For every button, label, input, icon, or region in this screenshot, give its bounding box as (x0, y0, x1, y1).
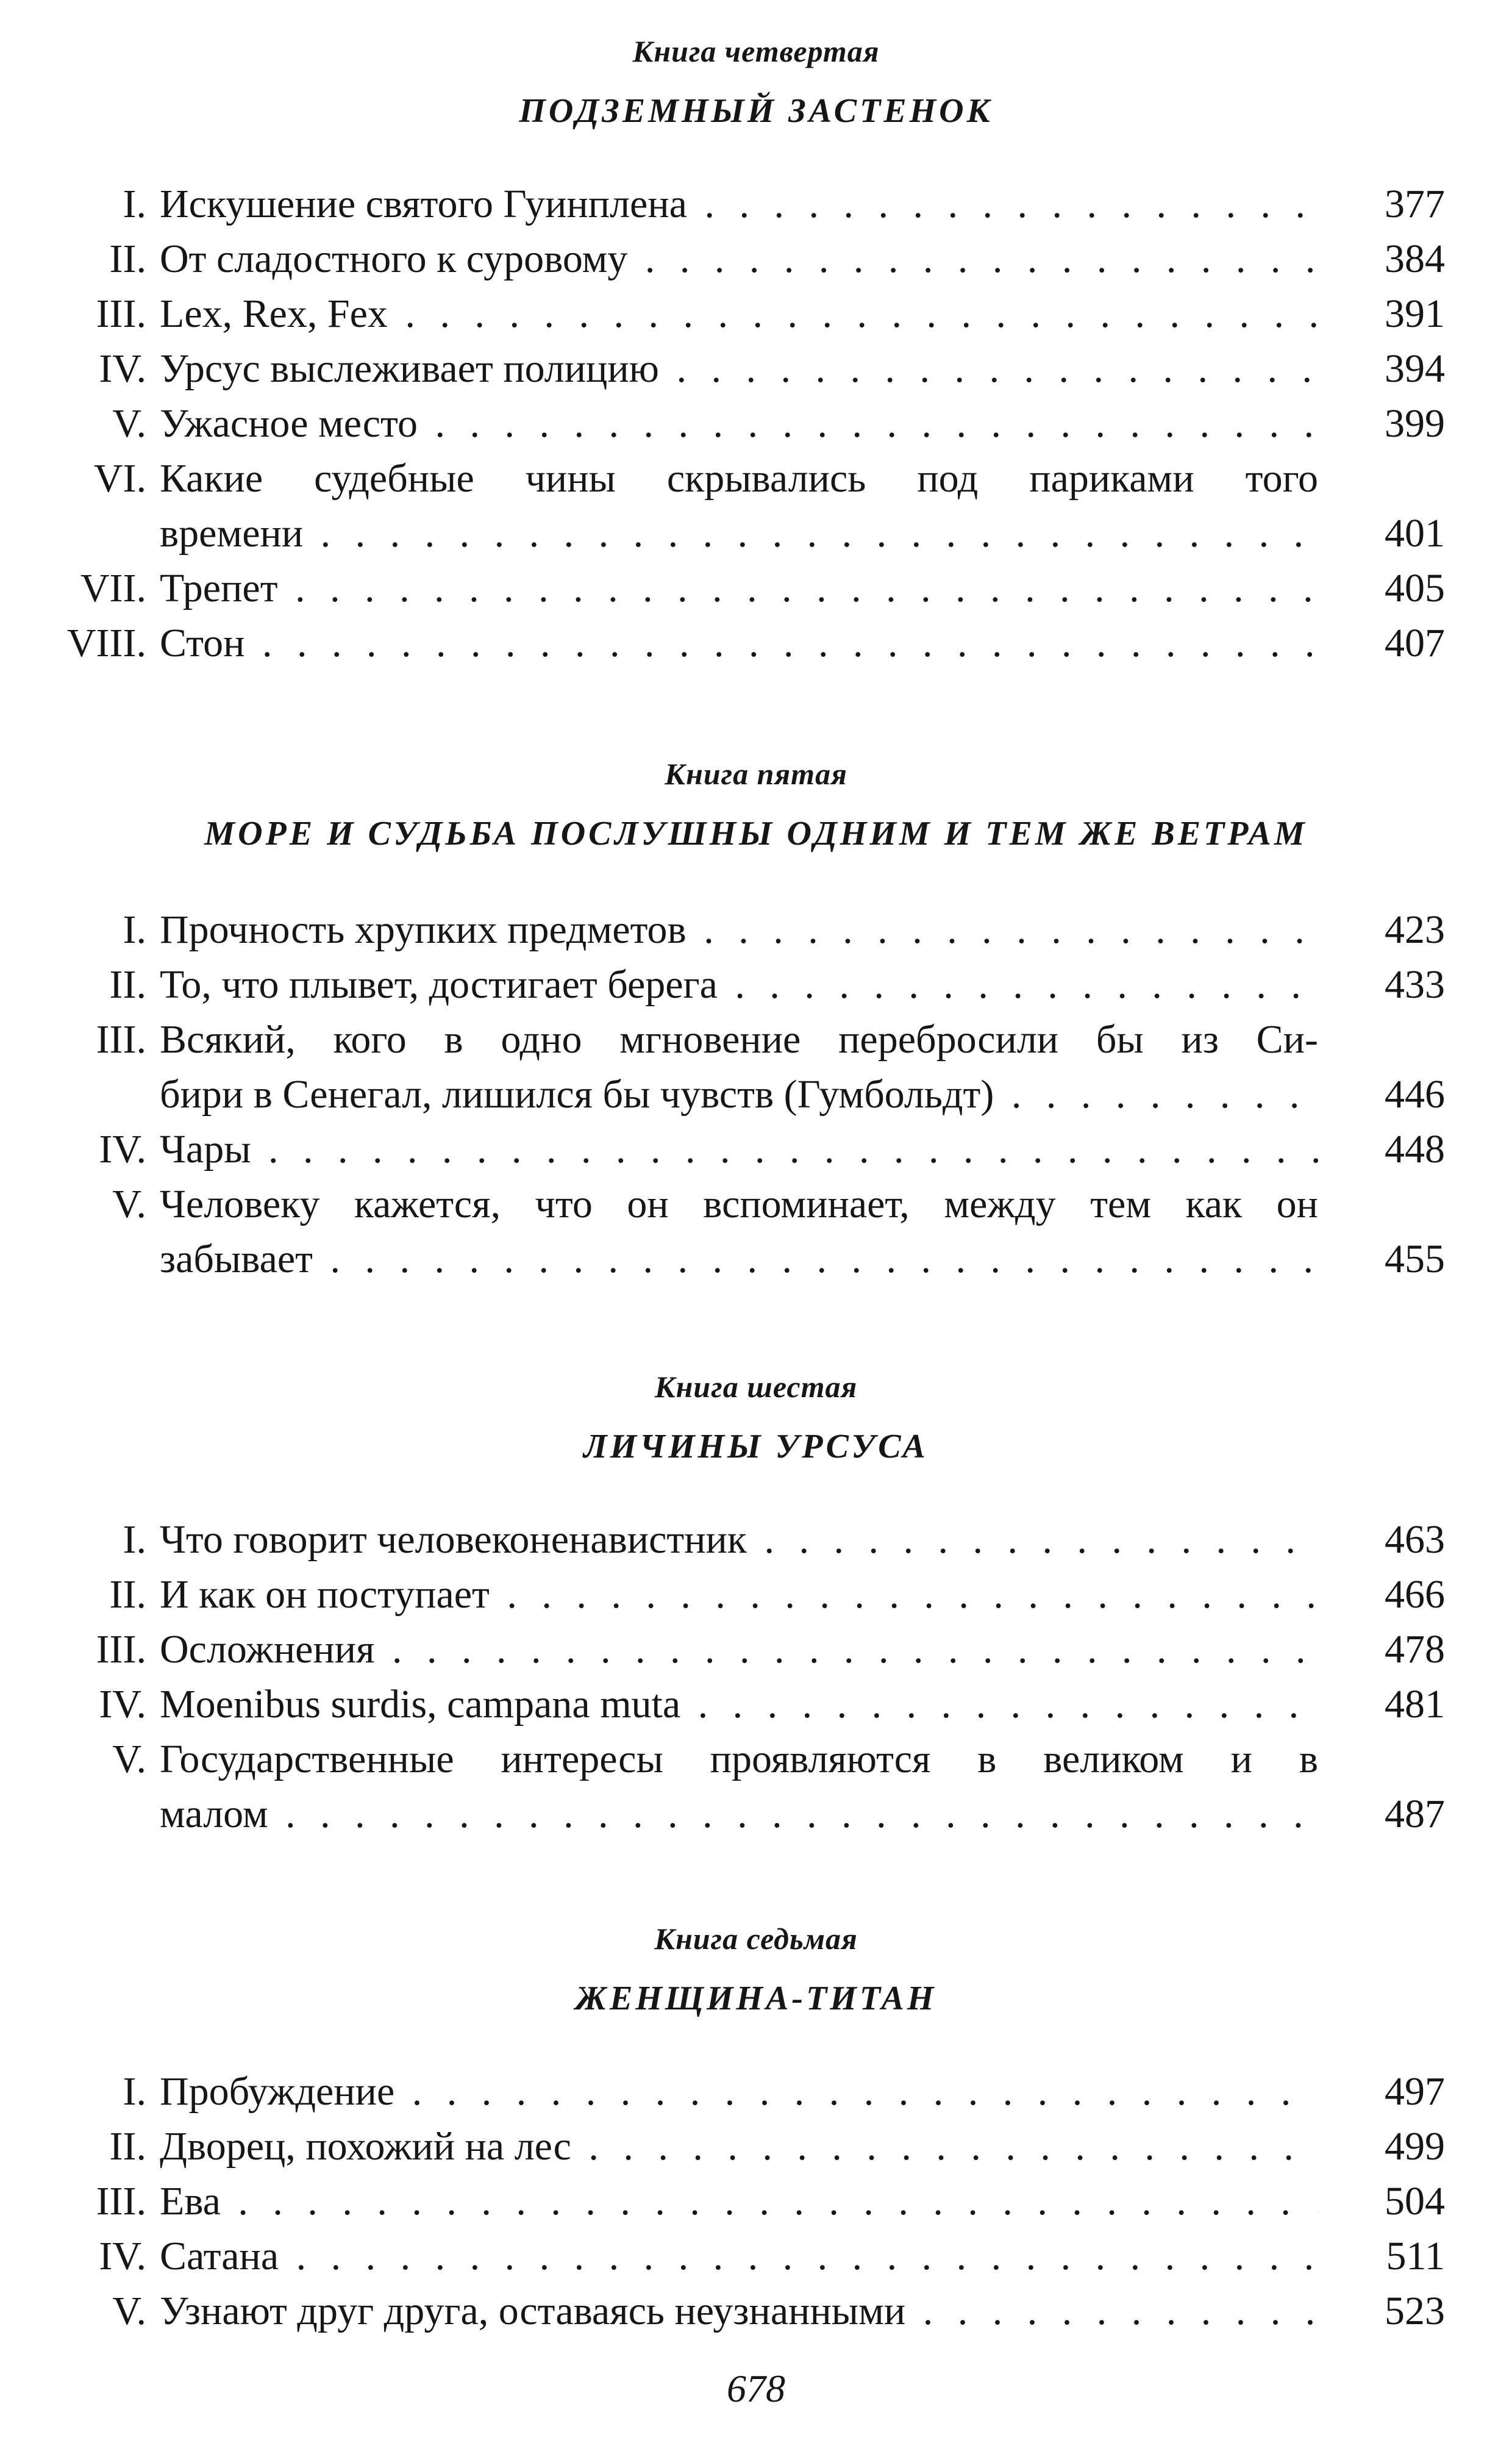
part-title: ПОДЗЕМНЫЙ ЗАСТЕНОК (519, 92, 993, 130)
chapter-title (160, 1512, 1318, 1567)
page-ref: 504 (1385, 2179, 1445, 2224)
book-label: Книга седьмая (654, 1922, 858, 1956)
toc-entry (0, 903, 1512, 957)
chapter-title-line: От сладостного к суровому . . . (160, 232, 1318, 287)
toc-entry (0, 342, 1512, 396)
page-ref: 384 (1385, 237, 1445, 281)
chapter-number: II. (109, 962, 146, 1007)
chapter-number: I. (123, 2069, 146, 2114)
toc-entry (0, 2229, 1512, 2284)
page-ref: 446 (1385, 1072, 1445, 1117)
chapter-number: I. (123, 1517, 146, 1562)
chapter-number: IV. (99, 1127, 146, 1172)
page-ref: 407 (1385, 621, 1445, 665)
part-title: ЛИЧИНЫ УРСУСА (583, 1428, 929, 1465)
chapter-title (160, 1622, 1318, 1677)
chapter-title-line: Искушение святого Гуинплена . . . (160, 177, 1318, 232)
toc-entry (0, 2284, 1512, 2339)
toc-entry (0, 2174, 1512, 2229)
page-ref: 499 (1385, 2124, 1445, 2169)
toc-entry (0, 561, 1512, 616)
page-ref: 394 (1385, 346, 1445, 391)
chapter-title-line: Человеку кажется, что он вспоминает, между тем как он (160, 1182, 1318, 1226)
toc-entry (0, 616, 1512, 671)
page-ref: 523 (1385, 2289, 1445, 2333)
chapter-number: V. (112, 2289, 146, 2333)
page-ref: 478 (1385, 1627, 1445, 1672)
toc-entry (0, 1622, 1512, 1677)
page-ref: 399 (1385, 401, 1445, 446)
toc-entry (0, 1122, 1512, 1177)
chapter-title (160, 2119, 1318, 2174)
chapter-number: II. (109, 1572, 146, 1617)
chapter-title-line: Какие судебные чины скрывались под париками того (160, 456, 1318, 501)
chapter-title-line: Урсус выслеживает полицию . . . (160, 342, 1318, 396)
toc-entry (0, 2119, 1512, 2174)
chapter-number: I. (123, 907, 146, 952)
page-ref: 455 (1385, 1237, 1445, 1281)
chapter-title (160, 561, 1318, 616)
chapter-title-line: Lex, Rex, Fex . . . (160, 287, 1318, 342)
chapter-title-line: Ева . . . (160, 2174, 1318, 2229)
chapter-title-line: Прочность хрупких предметов . . . (160, 903, 1318, 957)
chapter-title-line: Трепет . . . (160, 561, 1318, 616)
toc-entry (0, 1677, 1512, 1732)
chapter-number: V. (112, 1182, 146, 1226)
chapter-title (160, 177, 1318, 232)
toc-entry (0, 1567, 1512, 1622)
toc-entry (0, 177, 1512, 232)
chapter-title (160, 2174, 1318, 2229)
chapter-title-line: малом . . . (160, 1787, 1318, 1842)
toc-entry (0, 1012, 1512, 1122)
chapter-number: III. (96, 1627, 146, 1672)
chapter-title (160, 903, 1318, 957)
chapter-number: I. (123, 182, 146, 226)
chapter-title-line: Дворец, похожий на лес . . . (160, 2119, 1318, 2174)
chapter-title (160, 1567, 1318, 1622)
toc-entry (0, 451, 1512, 561)
toc-entry (0, 957, 1512, 1012)
chapter-title-line: То, что плывет, достигает берега . . . (160, 957, 1318, 1012)
chapter-title (160, 1012, 1318, 1122)
chapter-title (160, 957, 1318, 1012)
chapter-title (160, 1177, 1318, 1287)
chapter-title-line: И как он поступает . . . (160, 1567, 1318, 1622)
book-label: Книга четвертая (632, 34, 880, 68)
chapter-title (160, 2064, 1318, 2119)
chapter-number: IV. (99, 346, 146, 391)
chapter-number: IV. (99, 2234, 146, 2278)
chapter-number: VII. (80, 566, 146, 610)
chapter-number: V. (112, 401, 146, 446)
page-ref: 511 (1386, 2234, 1445, 2278)
toc-entry (0, 1177, 1512, 1287)
chapter-title (160, 287, 1318, 342)
chapter-title (160, 451, 1318, 561)
chapter-title (160, 1122, 1318, 1177)
book-label: Книга пятая (665, 757, 847, 791)
chapter-title-line: Пробуждение . . . (160, 2064, 1318, 2119)
chapter-title-line: Ужасное место . . . (160, 396, 1318, 451)
chapter-title (160, 2229, 1318, 2284)
chapter-title (160, 2284, 1318, 2339)
part-title: ЖЕНЩИНА-ТИТАН (575, 1980, 937, 2017)
toc-entry (0, 232, 1512, 287)
chapter-number: VI. (93, 456, 146, 501)
toc-entry (0, 2064, 1512, 2119)
part-title: МОРЕ И СУДЬБА ПОСЛУШНЫ ОДНИМ И ТЕМ ЖЕ ВЕТРАМ (204, 815, 1308, 853)
page-ref: 466 (1385, 1572, 1445, 1617)
page-ref: 401 (1385, 511, 1445, 556)
chapter-title-line: Всякий, кого в одно мгновение перебросили бы из Си- (160, 1017, 1318, 1062)
chapter-number: III. (96, 1017, 146, 1062)
chapter-number: III. (96, 2179, 146, 2224)
chapter-title (160, 616, 1318, 671)
chapter-number: IV. (99, 1682, 146, 1726)
chapter-title-line: забывает . . . (160, 1232, 1318, 1287)
chapter-title-line: Moenibus surdis, campana muta . . . (160, 1677, 1318, 1732)
chapter-number: VIII. (66, 621, 146, 665)
toc-entry (0, 1512, 1512, 1567)
chapter-number: II. (109, 237, 146, 281)
page-ref: 487 (1385, 1792, 1445, 1836)
chapter-title-line: Что говорит человеконенавистник . . . (160, 1512, 1318, 1567)
chapter-title (160, 396, 1318, 451)
chapter-title (160, 1732, 1318, 1842)
chapter-title-line: бири в Сенегал, лишился бы чувств (Гумбольдт) . . . (160, 1067, 1318, 1122)
chapter-title-line: Стон . . . (160, 616, 1318, 671)
chapter-title-line: Чары . . . (160, 1122, 1318, 1177)
chapter-number: V. (112, 1737, 146, 1781)
chapter-title-line: времени . . . (160, 506, 1318, 561)
chapter-title (160, 342, 1318, 396)
page-ref: 423 (1385, 907, 1445, 952)
chapter-title-line: Осложнения . . . (160, 1622, 1318, 1677)
chapter-title (160, 232, 1318, 287)
chapter-title (160, 1677, 1318, 1732)
chapter-title-line: Узнают друг друга, оставаясь неузнанными . . . (160, 2284, 1318, 2339)
chapter-title-line: Сатана . . . (160, 2229, 1318, 2284)
page-ref: 377 (1385, 182, 1445, 226)
chapter-number: II. (109, 2124, 146, 2169)
page-ref: 497 (1385, 2069, 1445, 2114)
page-ref: 391 (1385, 292, 1445, 336)
chapter-number: III. (96, 292, 146, 336)
toc-entry (0, 287, 1512, 342)
page-ref: 433 (1385, 962, 1445, 1007)
toc-entry (0, 396, 1512, 451)
toc-entry (0, 1732, 1512, 1842)
page-ref: 405 (1385, 566, 1445, 610)
page-ref: 448 (1385, 1127, 1445, 1172)
chapter-title-line: Государственные интересы проявляются в великом и в (160, 1737, 1318, 1781)
page-ref: 463 (1385, 1517, 1445, 1562)
page-ref: 481 (1385, 1682, 1445, 1726)
book-label: Книга шестая (654, 1370, 858, 1404)
page-number: 678 (727, 2367, 785, 2410)
